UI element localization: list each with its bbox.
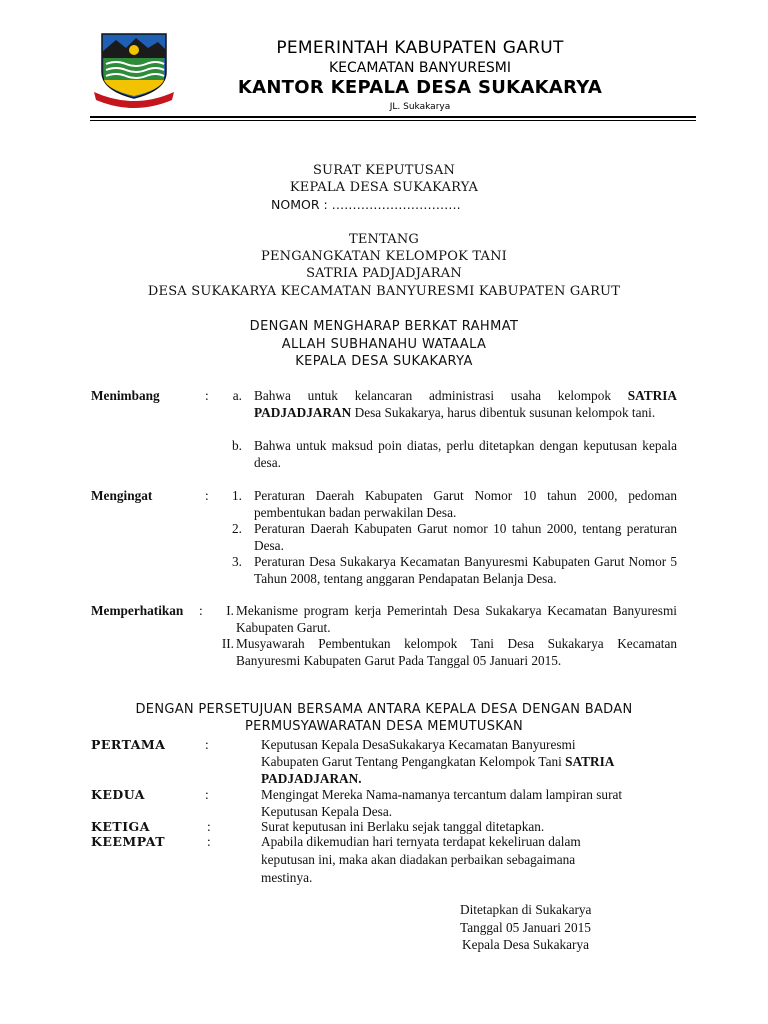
letterhead-government: PEMERINTAH KABUPATEN GARUT xyxy=(276,38,564,58)
letterhead-office: KANTOR KEPALA DESA SUKAKARYA xyxy=(237,77,603,98)
mengingat-item-3-mark: 3. xyxy=(232,554,242,569)
keempat-line-1: Apabila dikemudian hari ternyata terdapat kekeliruan dalam xyxy=(261,834,581,849)
keempat-label: KEEMPAT xyxy=(91,834,166,849)
memperhatikan-item-2-mark: II. xyxy=(221,636,234,651)
subject-line-1: PENGANGKATAN KELOMPOK TANI xyxy=(261,249,507,264)
kedua-line-1: Mengingat Mereka Nama-namanya tercantum dalam lampiran surat xyxy=(261,787,623,802)
mengingat-item-1-text: Peraturan Daerah Kabupaten Garut Nomor 10 tahun 2000, pedoman pembentukan badan perwakilan Desa. xyxy=(254,488,677,520)
letterhead-district: KECAMATAN BANYURESMI xyxy=(328,60,512,76)
garut-regency-emblem xyxy=(92,28,176,110)
signature-date: Tanggal 05 Januari 2015 xyxy=(460,920,591,935)
ketiga-label: KETIGA xyxy=(91,819,150,834)
decree-issuer: KEPALA DESA SUKAKARYA xyxy=(289,180,479,195)
pertama-line-3: PADJADJARAN. xyxy=(261,771,362,786)
decree-number: NOMOR : …………………………. xyxy=(271,197,461,212)
signature-place: Ditetapkan di Sukakarya xyxy=(460,902,592,917)
memperhatikan-item-1-mark: I. xyxy=(226,603,234,618)
pertama-line-2: Kabupaten Garut Tentang Pengangkatan Kelompok Tani SATRIA xyxy=(261,754,615,769)
letterhead-address: JL. Sukakarya xyxy=(389,102,451,112)
pertama-label: PERTAMA xyxy=(91,737,166,752)
subject-line-2: SATRIA PADJADJARAN xyxy=(306,266,462,281)
mengingat-item-2-text: Peraturan Daerah Kabupaten Garut nomor 10 tahun 2000, tentang peraturan Desa. xyxy=(254,521,677,553)
memperhatikan-item-2-text: Musyawarah Pembentukan kelompok Tani Desa Sukakarya Kecamatan Banyuresmi Kabupaten Garut Pada Tanggal 05 Januari 2015. xyxy=(236,636,677,668)
letterhead-rule-thin xyxy=(90,120,696,121)
kedua-label: KEDUA xyxy=(91,787,145,802)
keempat-colon: : xyxy=(207,834,211,849)
opening-line-1: DENGAN MENGHARAP BERKAT RAHMAT xyxy=(249,319,519,334)
menimbang-b-text: Bahwa untuk maksud poin diatas, perlu ditetapkan dengan keputusan kepala desa. xyxy=(254,438,677,470)
signature-title: Kepala Desa Sukakarya xyxy=(462,937,590,952)
menimbang-a-text: Bahwa untuk kelancaran administrasi usaha kelompok SATRIA PADJADJARAN Desa Sukakarya, harus dibentuk susunan kelompok tani. xyxy=(254,388,677,420)
pertama-line-1: Keputusan Kepala DesaSukakarya Kecamatan Banyuresmi xyxy=(261,737,576,752)
subject-line-3: DESA SUKAKARYA KECAMATAN BANYURESMI KABUPATEN GARUT xyxy=(147,284,621,299)
approval-line-1: DENGAN PERSETUJUAN BERSAMA ANTARA KEPALA DESA DENGAN BADAN xyxy=(135,702,633,717)
menimbang-colon: : xyxy=(205,388,209,403)
pertama-colon: : xyxy=(205,737,209,752)
kedua-line-2: Keputusan Kepala Desa. xyxy=(261,804,393,819)
tentang-heading: TENTANG xyxy=(348,232,420,247)
ketiga-colon: : xyxy=(207,819,211,834)
keempat-line-3: mestinya. xyxy=(261,870,313,885)
mengingat-item-2-mark: 2. xyxy=(232,521,242,536)
decree-title: SURAT KEPUTUSAN xyxy=(312,163,456,178)
letterhead-rule-thick xyxy=(90,116,696,118)
keempat-line-2: keputusan ini, maka akan diadakan perbaikan sebagaimana xyxy=(261,852,576,867)
kedua-colon: : xyxy=(205,787,209,802)
opening-line-2: ALLAH SUBHANAHU WATAALA xyxy=(281,337,487,352)
memperhatikan-item-1-text: Mekanisme program kerja Pemerintah Desa Sukakarya Kecamatan Banyuresmi Kabupaten Garut. xyxy=(236,603,677,635)
mengingat-item-3-text: Peraturan Desa Sukakarya Kecamatan Banyuresmi Kabupaten Garut Nomor 5 Tahun 2008, tentang anggaran Pendapatan Belanja Desa. xyxy=(254,554,677,586)
ketiga-line-1: Surat keputusan ini Berlaku sejak tanggal ditetapkan. xyxy=(261,819,545,834)
approval-line-2: PERMUSYAWARATAN DESA MEMUTUSKAN xyxy=(244,719,524,734)
mengingat-colon: : xyxy=(205,488,209,503)
memperhatikan-colon: : xyxy=(199,603,203,618)
opening-line-3: KEPALA DESA SUKAKARYA xyxy=(295,354,473,369)
memperhatikan-label: Memperhatikan xyxy=(91,603,184,618)
mengingat-item-1-mark: 1. xyxy=(232,488,242,503)
menimbang-b-mark: b. xyxy=(232,438,242,453)
mengingat-label: Mengingat xyxy=(91,488,153,503)
menimbang-label: Menimbang xyxy=(91,388,160,403)
menimbang-a-mark: a. xyxy=(232,388,242,403)
